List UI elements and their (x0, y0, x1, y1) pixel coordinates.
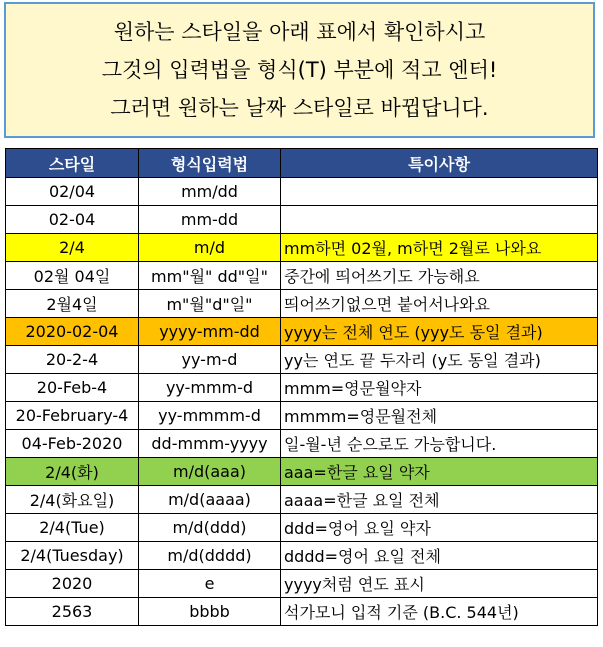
cell-style[interactable]: 2/4 (6, 234, 139, 262)
cell-notes[interactable]: dddd=영어 요일 전체 (281, 542, 598, 570)
cell-notes[interactable]: 일-월-년 순으로도 가능합니다. (281, 430, 598, 458)
table-header-row (6, 149, 598, 178)
cell-format[interactable]: yy-mmmm-d (139, 402, 281, 430)
cell-style[interactable]: 04-Feb-2020 (6, 430, 139, 458)
cell-style[interactable]: 2/4(화) (6, 458, 139, 486)
cell-style[interactable]: 20-February-4 (6, 402, 139, 430)
cell-format[interactable]: m/d(ddd) (139, 514, 281, 542)
table-row (6, 542, 598, 570)
cell-style[interactable]: 20-Feb-4 (6, 374, 139, 402)
note-line-2: 그것의 입력법을 형식(T) 부분에 적고 엔터! (101, 58, 498, 82)
cell-format[interactable]: mm"월" dd"일" (139, 262, 281, 290)
cell-style[interactable]: 2020-02-04 (6, 318, 139, 346)
cell-format[interactable]: dd-mmm-yyyy (139, 430, 281, 458)
table-row (6, 234, 598, 262)
cell-format[interactable]: yy-mmm-d (139, 374, 281, 402)
table-row (6, 346, 598, 374)
header-format: 형식입력법 (139, 149, 281, 178)
table-row (6, 430, 598, 458)
cell-format[interactable]: m"월"d"일" (139, 290, 281, 318)
table-row (6, 402, 598, 430)
cell-format[interactable]: e (139, 570, 281, 598)
table-row (6, 598, 598, 626)
header-style: 스타일 (6, 149, 139, 178)
cell-notes[interactable] (281, 178, 598, 206)
cell-style[interactable]: 02월 04일 (6, 262, 139, 290)
header-notes: 특이사항 (281, 149, 598, 178)
cell-notes[interactable]: mmm=영문월약자 (281, 374, 598, 402)
cell-notes[interactable]: aaa=한글 요일 약자 (281, 458, 598, 486)
cell-style[interactable]: 2020 (6, 570, 139, 598)
cell-style[interactable]: 2/4(Tuesday) (6, 542, 139, 570)
instruction-note (4, 2, 595, 138)
cell-style[interactable]: 2563 (6, 598, 139, 626)
table-row (6, 486, 598, 514)
table-row (6, 514, 598, 542)
note-line-3: 그러면 원하는 날짜 스타일로 바뀝답니다. (110, 96, 489, 120)
cell-notes[interactable]: yyyy처럼 연도 표시 (281, 570, 598, 598)
cell-format[interactable]: m/d(aaa) (139, 458, 281, 486)
cell-format[interactable]: m/d(aaaa) (139, 486, 281, 514)
table-row (6, 178, 598, 206)
note-line-1: 원하는 스타일을 아래 표에서 확인하시고 (113, 20, 486, 44)
table-row (6, 570, 598, 598)
cell-format[interactable]: m/d (139, 234, 281, 262)
cell-style[interactable]: 2/4(화요일) (6, 486, 139, 514)
cell-notes[interactable]: yyyy는 전체 연도 (yyy도 동일 결과) (281, 318, 598, 346)
cell-format[interactable]: m/d(dddd) (139, 542, 281, 570)
cell-style[interactable]: 2월4일 (6, 290, 139, 318)
cell-notes[interactable]: aaaa=한글 요일 전체 (281, 486, 598, 514)
cell-format[interactable]: mm/dd (139, 178, 281, 206)
cell-notes[interactable]: 석가모니 입적 기준 (B.C. 544년) (281, 598, 598, 626)
table-row (6, 290, 598, 318)
cell-style[interactable]: 20-2-4 (6, 346, 139, 374)
cell-style[interactable]: 02-04 (6, 206, 139, 234)
cell-format[interactable]: yyyy-mm-dd (139, 318, 281, 346)
cell-format[interactable]: bbbb (139, 598, 281, 626)
cell-format[interactable]: mm-dd (139, 206, 281, 234)
cell-notes[interactable]: yy는 연도 끝 두자리 (y도 동일 결과) (281, 346, 598, 374)
cell-notes[interactable]: ddd=영어 요일 약자 (281, 514, 598, 542)
cell-style[interactable]: 02/04 (6, 178, 139, 206)
table-row (6, 318, 598, 346)
cell-notes[interactable] (281, 206, 598, 234)
table-row (6, 206, 598, 234)
cell-notes[interactable]: 중간에 띄어쓰기도 가능해요 (281, 262, 598, 290)
table-row (6, 374, 598, 402)
table-row (6, 262, 598, 290)
table-row (6, 458, 598, 486)
cell-style[interactable]: 2/4(Tue) (6, 514, 139, 542)
cell-notes[interactable]: 띄어쓰기없으면 붙어서나와요 (281, 290, 598, 318)
cell-notes[interactable]: mm하면 02월, m하면 2월로 나와요 (281, 234, 598, 262)
cell-format[interactable]: yy-m-d (139, 346, 281, 374)
cell-notes[interactable]: mmmm=영문월전체 (281, 402, 598, 430)
date-format-table (5, 148, 598, 626)
